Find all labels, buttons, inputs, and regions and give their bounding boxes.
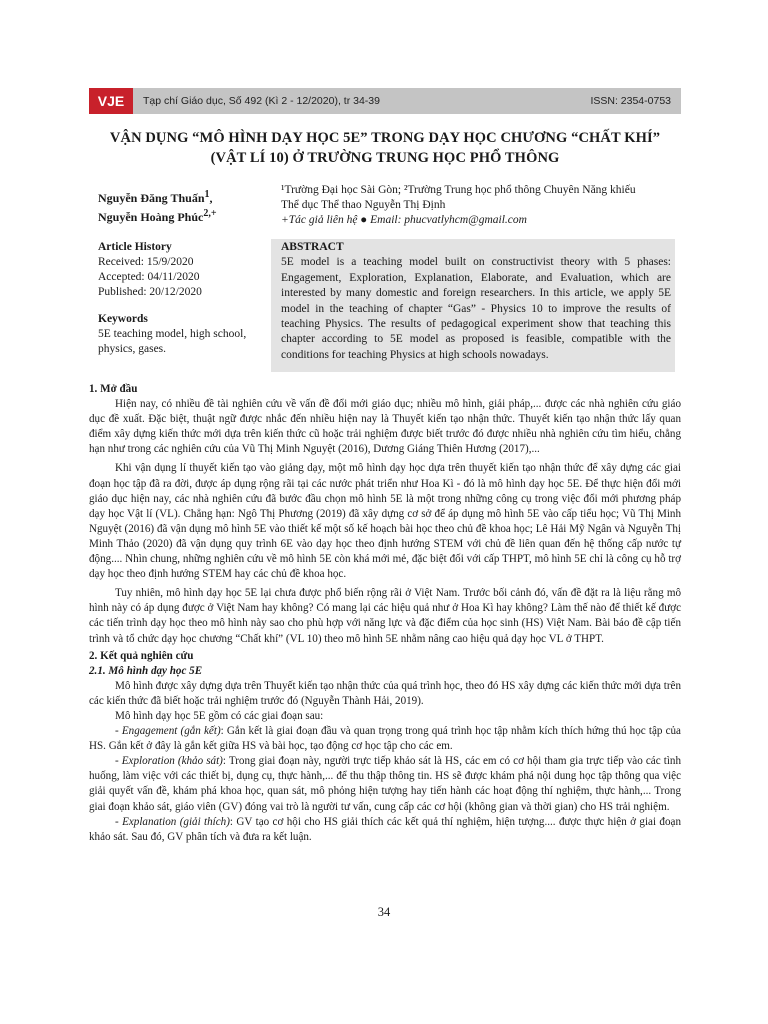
engagement-text: : Gắn kết là giai đoạn đầu và quan trọng trong quá trình học tập nhằm kích thích hứng thú học tập của HS. Gắn kết ở đây là gắn kết giữa HS và bài học, tạo động cơ học tập cho các em.	[89, 725, 681, 753]
paragraph-1: Hiện nay, có nhiều đề tài nghiên cứu về vấn đề đổi mới giáo dục; nhiều mô hình, giải pháp,... được các nhà nghiên cứu giáo dục đề xuất. Đặc biệt, thuật ngữ được nhắc đến nhiều hiện nay là Thuyết kiến tạo nhận thức. Thuyết kiến tạo nhận thức lấy quan điểm xây dựng kiến thức mới dựa trên kiến thức cũ hoặc trải nghiệm được biết trước đó được nhiều nhà nghiên cứu tìm hiểu, chẳng hạn như trong các nghiên cứu của Vũ Thị Minh Nguyệt (2016), Dương Giáng Thiên Hương (2017),...	[89, 398, 681, 456]
engagement-paragraph	[89, 724, 681, 754]
contact-email: +Tác giả liên hệ ● Email: phucvatlyhcm@gmail.com	[281, 214, 527, 226]
author-1-name: Nguyễn Đăng Thuấn	[98, 191, 205, 205]
issn: ISSN: 2354-0753	[590, 95, 671, 107]
abstract-heading: ABSTRACT	[281, 241, 344, 253]
exploration-paragraph	[89, 754, 681, 814]
affiliations	[281, 183, 676, 228]
affiliation-line-1: ¹Trường Đại học Sài Gòn; ²Trường Trung học phổ thông Chuyên Năng khiếu	[281, 184, 636, 196]
subsection-2-1-heading: 2.1. Mô hình dạy học 5E	[89, 664, 203, 677]
article-info	[98, 240, 268, 357]
exploration-label: - Exploration (khảo sát)	[115, 755, 223, 768]
accepted-date: Accepted: 04/11/2020	[98, 271, 200, 283]
abstract-text: 5E model is a teaching model built on constructivist theory with 5 phases: Engagement, Exploration, Explanation, Elaborate, and Evaluation, which are interested by many domestic and foreign researchers. In this article, we apply 5E model in the teaching of chapter “Gas” - Physics 10 to improve the results of teaching Physics. The results of pedagogical experiment show that teaching this chapter according to 5E model as proposed is feasible, compatible with the conditions for teaching Physics at high schools nowadays.	[281, 256, 671, 361]
journal-citation: Tạp chí Giáo dục, Số 492 (Kì 2 - 12/2020), tr 34-39	[143, 95, 380, 107]
explanation-text: : GV tạo cơ hội cho HS giải thích các kết quả thí nghiệm, hiện tượng.... được thực hiện ở giai đoạn khảo sát. Sau đó, GV phân tích và đưa ra kết luận.	[89, 815, 681, 843]
author-2-name: Nguyễn Hoàng Phúc	[98, 210, 204, 224]
title-line-2: (VẬT LÍ 10) Ở TRƯỜNG TRUNG HỌC PHỔ THÔNG	[210, 150, 560, 166]
section-1-heading: 1. Mở đầu	[89, 383, 138, 395]
received-date: Received: 15/9/2020	[98, 256, 194, 268]
affiliation-line-2: Thể dục Thể thao Nguyễn Thị Định	[281, 199, 446, 211]
page-number: 34	[377, 905, 391, 919]
exploration-text: : Trong giai đoạn này, người trực tiếp khảo sát là HS, các em có cơ hội tham gia trực tiếp vào các tình huống, làm việc với các thiết bị, dụng cụ, thực hành,... để thu thập thông tin. HS sẽ được khám phá nội dung học tập thông qua việc giải quyết vấn đề, khám phá khoa học, quan sát, mô phỏng hiện tượng hay tiến hành các hoạt động thí nghiệm, thực hành,... Trong giai đoạn khảo sát, giáo viên (GV) đóng vai trò là người tư vấn, cung cấp các cơ hội (không gian và thời gian) cho HS trải nghiệm.	[89, 755, 681, 813]
author-2	[98, 206, 268, 225]
explanation-label: - Explanation (giải thích)	[115, 815, 230, 828]
abstract-box	[271, 239, 675, 372]
paragraph-3: Tuy nhiên, mô hình dạy học 5E lại chưa được phổ biến rộng rãi ở Việt Nam. Trước bối cảnh đó, vấn đề đặt ra là liệu rằng mô hình này có áp dụng được ở Việt Nam hay không? Có mang lại các hiệu quả như ở Hoa Kì hay không? Làm thế nào để thiết kế được các tiến trình dạy học theo mô hình này sao cho phù hợp với năng lực và đặc điểm của học sinh (HS) Việt Nam. Bài báo đề cập tiến trình và tổ chức dạy học chương “Chất khí” (VL 10) theo mô hình 5E nhằm nâng cao hiệu quả dạy học VL ở THPT.	[89, 587, 681, 645]
published-date: Published: 20/12/2020	[98, 286, 202, 298]
article-title	[89, 128, 681, 168]
keywords-text: 5E teaching model, high school, physics, gases.	[98, 328, 247, 355]
author-2-sup: 2,+	[203, 208, 217, 219]
paragraph-5: Mô hình dạy học 5E gồm có các giai đoạn sau:	[115, 709, 324, 722]
author-1-sup: 1	[204, 189, 210, 200]
journal-header	[89, 88, 681, 114]
article-body	[89, 380, 681, 845]
vje-logo: VJE	[89, 88, 133, 114]
engagement-label: - Engagement (gắn kết)	[115, 725, 221, 738]
paragraph-2: Khi vận dụng lí thuyết kiến tạo vào giảng dạy, một mô hình dạy học dựa trên thuyết kiến tạo nhận thức để xây dựng các giai đoạn học tập đã ra đời, được áp dụng rộng rãi tại các nước phát triển như Hoa Kì - đó là mô hình dạy học 5E. Để thực hiện đổi mới giáo dục hiện nay, các nhà nghiên cứu đã bước đầu chọn mô hình 5E là một trong những công cụ trong việc đổi mới phương pháp dạy học Vật lí (VL). Chẳng hạn: Ngô Thị Phương (2019) đã xây dựng cơ sở để áp dụng mô hình 5E vào cấp tiểu học; Vũ Thị Minh Nguyệt (2016) đã vận dụng mô hình 5E vào thiết kế một số kế hoạch bài học theo chủ đề khoa học; Lê Hải Mỹ Ngân và Nguyễn Thị Minh Thảo (2020) đã vận dụng quy trình 6E vào dạy học theo định hướng STEM với chủ đề liên quan đến hệ thống cấp nước tự động.... Nhìn chung, những nghiên cứu về mô hình 5E còn khá mới mẻ, đặc biệt đối với cấp THPT, mô hình 5E chỉ là công cụ hỗ trợ dạy học theo định hướng STEM hay các chủ đề khoa học.	[89, 462, 681, 581]
keywords-heading: Keywords	[98, 313, 148, 325]
history-heading: Article History	[98, 241, 172, 253]
author-1	[98, 187, 268, 206]
explanation-paragraph	[89, 815, 681, 845]
authors	[98, 187, 268, 225]
paragraph-4: Mô hình được xây dựng dựa trên Thuyết kiến tạo nhận thức của quá trình học, theo đó HS xây dựng các kiến thức mới dựa trên các kiến thức đã biết hoặc trải nghiệm trước đó (Nguyễn Thành Hải, 2019).	[89, 679, 681, 707]
title-line-1: VẬN DỤNG “MÔ HÌNH DẠY HỌC 5E” TRONG DẠY HỌC CHƯƠNG “CHẤT KHÍ”	[109, 130, 661, 146]
author-separator: ,	[209, 191, 213, 205]
section-2-heading: 2. Kết quả nghiên cứu	[89, 649, 194, 662]
